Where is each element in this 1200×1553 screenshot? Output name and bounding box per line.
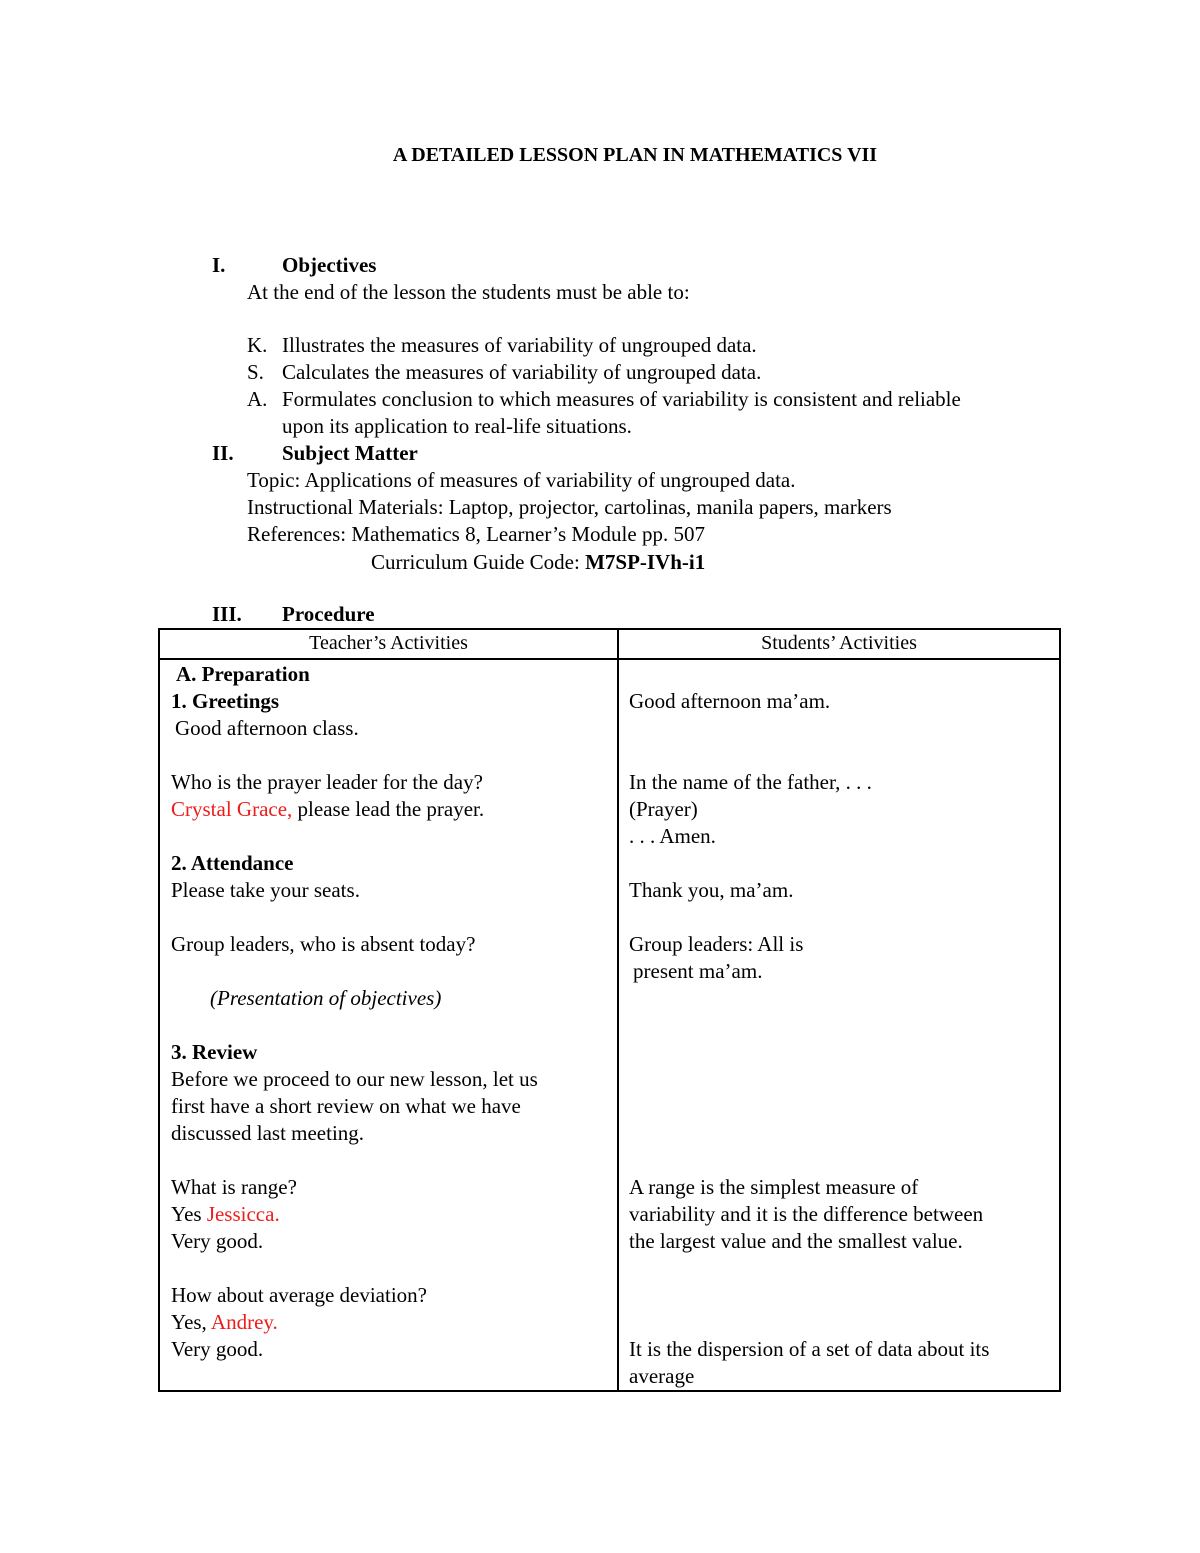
teacher-line-text: Yes	[171, 1202, 207, 1226]
objective-letter: S.	[247, 360, 264, 384]
procedure-table	[158, 628, 1061, 1392]
subject-topic: Topic: Applications of measures of variability of ungrouped data.	[247, 468, 796, 492]
student-line: It is the dispersion of a set of data about its	[629, 1337, 990, 1361]
student-line: variability and it is the difference between	[629, 1202, 984, 1226]
attendance-heading: 2. Attendance	[171, 851, 294, 875]
curriculum-code-label: Curriculum Guide Code:	[371, 550, 586, 574]
student-name: Jessicca.	[206, 1202, 280, 1226]
student-line: Good afternoon ma’am.	[629, 689, 831, 713]
section-heading-procedure: Procedure	[282, 602, 375, 626]
objective-text: Formulates conclusion to which measures of variability is consistent and reliable	[282, 387, 961, 411]
subject-materials: Instructional Materials: Laptop, projector, cartolinas, manila papers, markers	[247, 495, 892, 519]
student-line: In the name of the father, . . .	[629, 770, 872, 794]
teacher-line	[171, 1309, 278, 1336]
teacher-activities-cell	[159, 659, 618, 1391]
teacher-line: first have a short review on what we have	[171, 1094, 521, 1118]
student-line: present ma’am.	[633, 959, 763, 983]
student-line: Thank you, ma’am.	[629, 878, 794, 902]
review-heading: 3. Review	[171, 1040, 258, 1064]
student-line: the largest value and the smallest value.	[629, 1229, 963, 1253]
objective-text-continued: upon its application to real-life situations.	[282, 414, 632, 438]
student-line: Group leaders: All is	[629, 932, 804, 956]
teacher-line: Before we proceed to our new lesson, let us	[171, 1067, 538, 1091]
student-name: Crystal Grace,	[171, 797, 293, 821]
section-heading-subject: Subject Matter	[282, 441, 418, 465]
objective-text: Illustrates the measures of variability of ungrouped data.	[282, 333, 757, 357]
teacher-line-text: Yes,	[171, 1310, 211, 1334]
teacher-line: Very good.	[171, 1229, 264, 1253]
greetings-heading: 1. Greetings	[171, 689, 280, 713]
preparation-heading: A. Preparation	[176, 662, 310, 686]
section-number-objectives: I.	[212, 253, 226, 277]
presentation-note: (Presentation of objectives)	[210, 986, 442, 1010]
section-number-subject: II.	[212, 441, 234, 465]
student-activities-cell	[618, 659, 1060, 1391]
student-line: . . . Amen.	[629, 824, 716, 848]
student-line: (Prayer)	[629, 797, 698, 821]
teacher-line: How about average deviation?	[171, 1283, 427, 1307]
curriculum-code	[371, 549, 705, 576]
teacher-line: Who is the prayer leader for the day?	[171, 770, 483, 794]
curriculum-code-value: M7SP-IVh-i1	[585, 550, 706, 574]
objective-text: Calculates the measures of variability of ungrouped data.	[282, 360, 762, 384]
objective-letter: A.	[247, 387, 268, 411]
table-row	[159, 659, 1060, 1391]
teacher-line: Please take your seats.	[171, 878, 360, 902]
subject-references: References: Mathematics 8, Learner’s Module pp. 507	[247, 522, 705, 546]
teacher-line: discussed last meeting.	[171, 1121, 365, 1145]
teacher-line: What is range?	[171, 1175, 297, 1199]
column-header-teacher: Teacher’s Activities	[159, 629, 618, 659]
section-heading-objectives: Objectives	[282, 253, 377, 277]
teacher-line-text: please lead the prayer.	[292, 797, 485, 821]
section-number-procedure: III.	[212, 602, 242, 626]
objective-letter: K.	[247, 333, 268, 357]
student-line: A range is the simplest measure of	[629, 1175, 919, 1199]
teacher-line: Group leaders, who is absent today?	[171, 932, 476, 956]
teacher-line	[171, 1201, 280, 1228]
teacher-line	[171, 796, 484, 823]
teacher-line: Good afternoon class.	[175, 716, 359, 740]
student-name: Andrey.	[210, 1310, 278, 1334]
page-title: A DETAILED LESSON PLAN IN MATHEMATICS VII	[392, 144, 878, 166]
column-header-students: Students’ Activities	[618, 629, 1060, 659]
student-line: average	[629, 1364, 695, 1388]
objectives-intro: At the end of the lesson the students must be able to:	[247, 280, 690, 304]
teacher-line: Very good.	[171, 1337, 264, 1361]
table-header-row	[159, 629, 1060, 659]
